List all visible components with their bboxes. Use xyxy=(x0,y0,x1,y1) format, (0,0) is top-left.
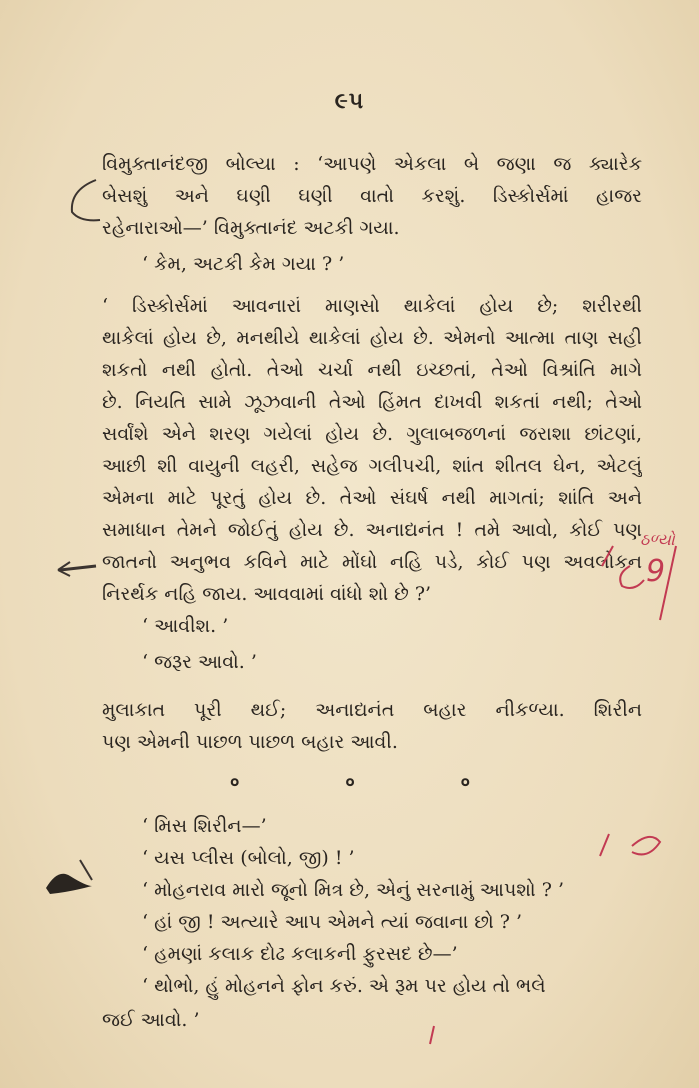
text-line: સમાધાન તેમને જોઈતું હોય છે. અનાદ્યનંત ! તમે આવો, કોઈ પણ xyxy=(102,519,642,541)
text-line: ‘ ડિસ્કોર્સમાં આવનારાં માણસો થાકેલાં હોય છે; શરીરથી xyxy=(102,295,642,317)
ornament-dot: ० xyxy=(460,772,470,793)
bracket-mark xyxy=(72,180,100,220)
ornament-dot: ० xyxy=(230,772,240,793)
text-line: ‘ આવીશ. ’ xyxy=(142,615,229,637)
text-line: જાતનો અનુભવ કવિને માટે મોંઘો નહિ પડે, કોઈ પણ અવલોકન xyxy=(102,551,642,573)
text-line: આછી શી વાયુની લહરી, સહેજ ગલીપચી, શાંત શીતલ ઘેન, એટલું xyxy=(102,455,642,477)
margin-note-number: 9 xyxy=(646,554,666,589)
page-number: ૯૫ xyxy=(334,88,365,114)
text-line: ‘ હમણાં કલાક દોઢ કલાકની ફુરસદ છે—’ xyxy=(142,943,458,965)
red-squiggle xyxy=(632,837,660,855)
text-line: બેસશું અને ઘણી ઘણી વાતો કરશું. ડિસ્કોર્સમાં હાજર xyxy=(102,185,642,207)
text-line: જઈ આવો. ’ xyxy=(102,1009,200,1031)
red-slash xyxy=(430,1026,434,1044)
text-line: ‘ યસ પ્લીસ (બોલો, જી) ! ’ xyxy=(142,847,355,869)
pencil-stroke xyxy=(60,566,96,570)
text-line: ‘ કેમ, અટકી કેમ ગયા ? ’ xyxy=(142,253,345,275)
text-line: ‘ જરૂર આવો. ’ xyxy=(142,651,257,673)
text-line: એમના માટે પૂરતું હોય છે. તેઓ સંઘર્ષ નથી માગતાં; શાંતિ અને xyxy=(102,487,642,509)
text-line: થાકેલાં હોય છે, મનથીયે થાકેલાં હોય છે. એમનો આત્મા તાણ સહી xyxy=(102,327,642,349)
text-line: નિરર્થક નહિ જાય. આવવામાં વાંધો શો છે ?’ xyxy=(102,583,432,605)
text-line: ‘ મિસ શિરીન—’ xyxy=(142,815,267,837)
text-line: શકતો નથી હોતો. તેઓ ચર્ચા નથી ઇચ્છતાં, તેઓ વિશ્રાંતિ માગે xyxy=(102,359,642,381)
text-line: છે. નિયતિ સામે ઝૂઝવાની તેઓ હિંમત દાખવી શકતાં નથી; તેઓ xyxy=(102,391,642,413)
margin-note-word: ઠળ્યો xyxy=(640,530,675,549)
pencil-stroke xyxy=(80,860,92,880)
red-slash xyxy=(602,546,613,566)
text-line: રહેનારાઓ—’ વિમુક્તાનંદ અટકી ગયા. xyxy=(102,217,400,239)
red-circle xyxy=(620,566,644,588)
text-line: મુલાકાત પૂરી થઈ; અનાદ્યનંત બહાર નીકળ્યા. શિરીન xyxy=(102,699,642,721)
ink-blot xyxy=(46,874,92,894)
text-line: ‘ થોભો, હું મોહનને ફોન કરું. એ રૂમ પર હોય તો ભલે xyxy=(142,975,546,997)
text-line: સર્વાંશે એને શરણ ગયેલાં હોય છે. ગુલાબજળનાં જરાશા છાંટણાં, xyxy=(102,423,642,445)
red-line xyxy=(660,546,676,620)
text-line: વિમુક્તાનંદજી બોલ્યા : ‘આપણે એકલા બે જણા જ ક્યારેક xyxy=(102,153,642,175)
red-slash xyxy=(600,834,609,856)
text-line: ‘ મોહનરાવ મારો જૂનો મિત્ર છે, એનું સરનામું આપશો ? ’ xyxy=(142,879,564,901)
text-line: ‘ હાં જી ! અત્યારે આપ એમને ત્યાં જવાના છો ? ’ xyxy=(142,911,523,933)
ornament-dot: ० xyxy=(345,772,355,793)
text-line: પણ એમની પાછળ પાછળ બહાર આવી. xyxy=(102,731,398,753)
